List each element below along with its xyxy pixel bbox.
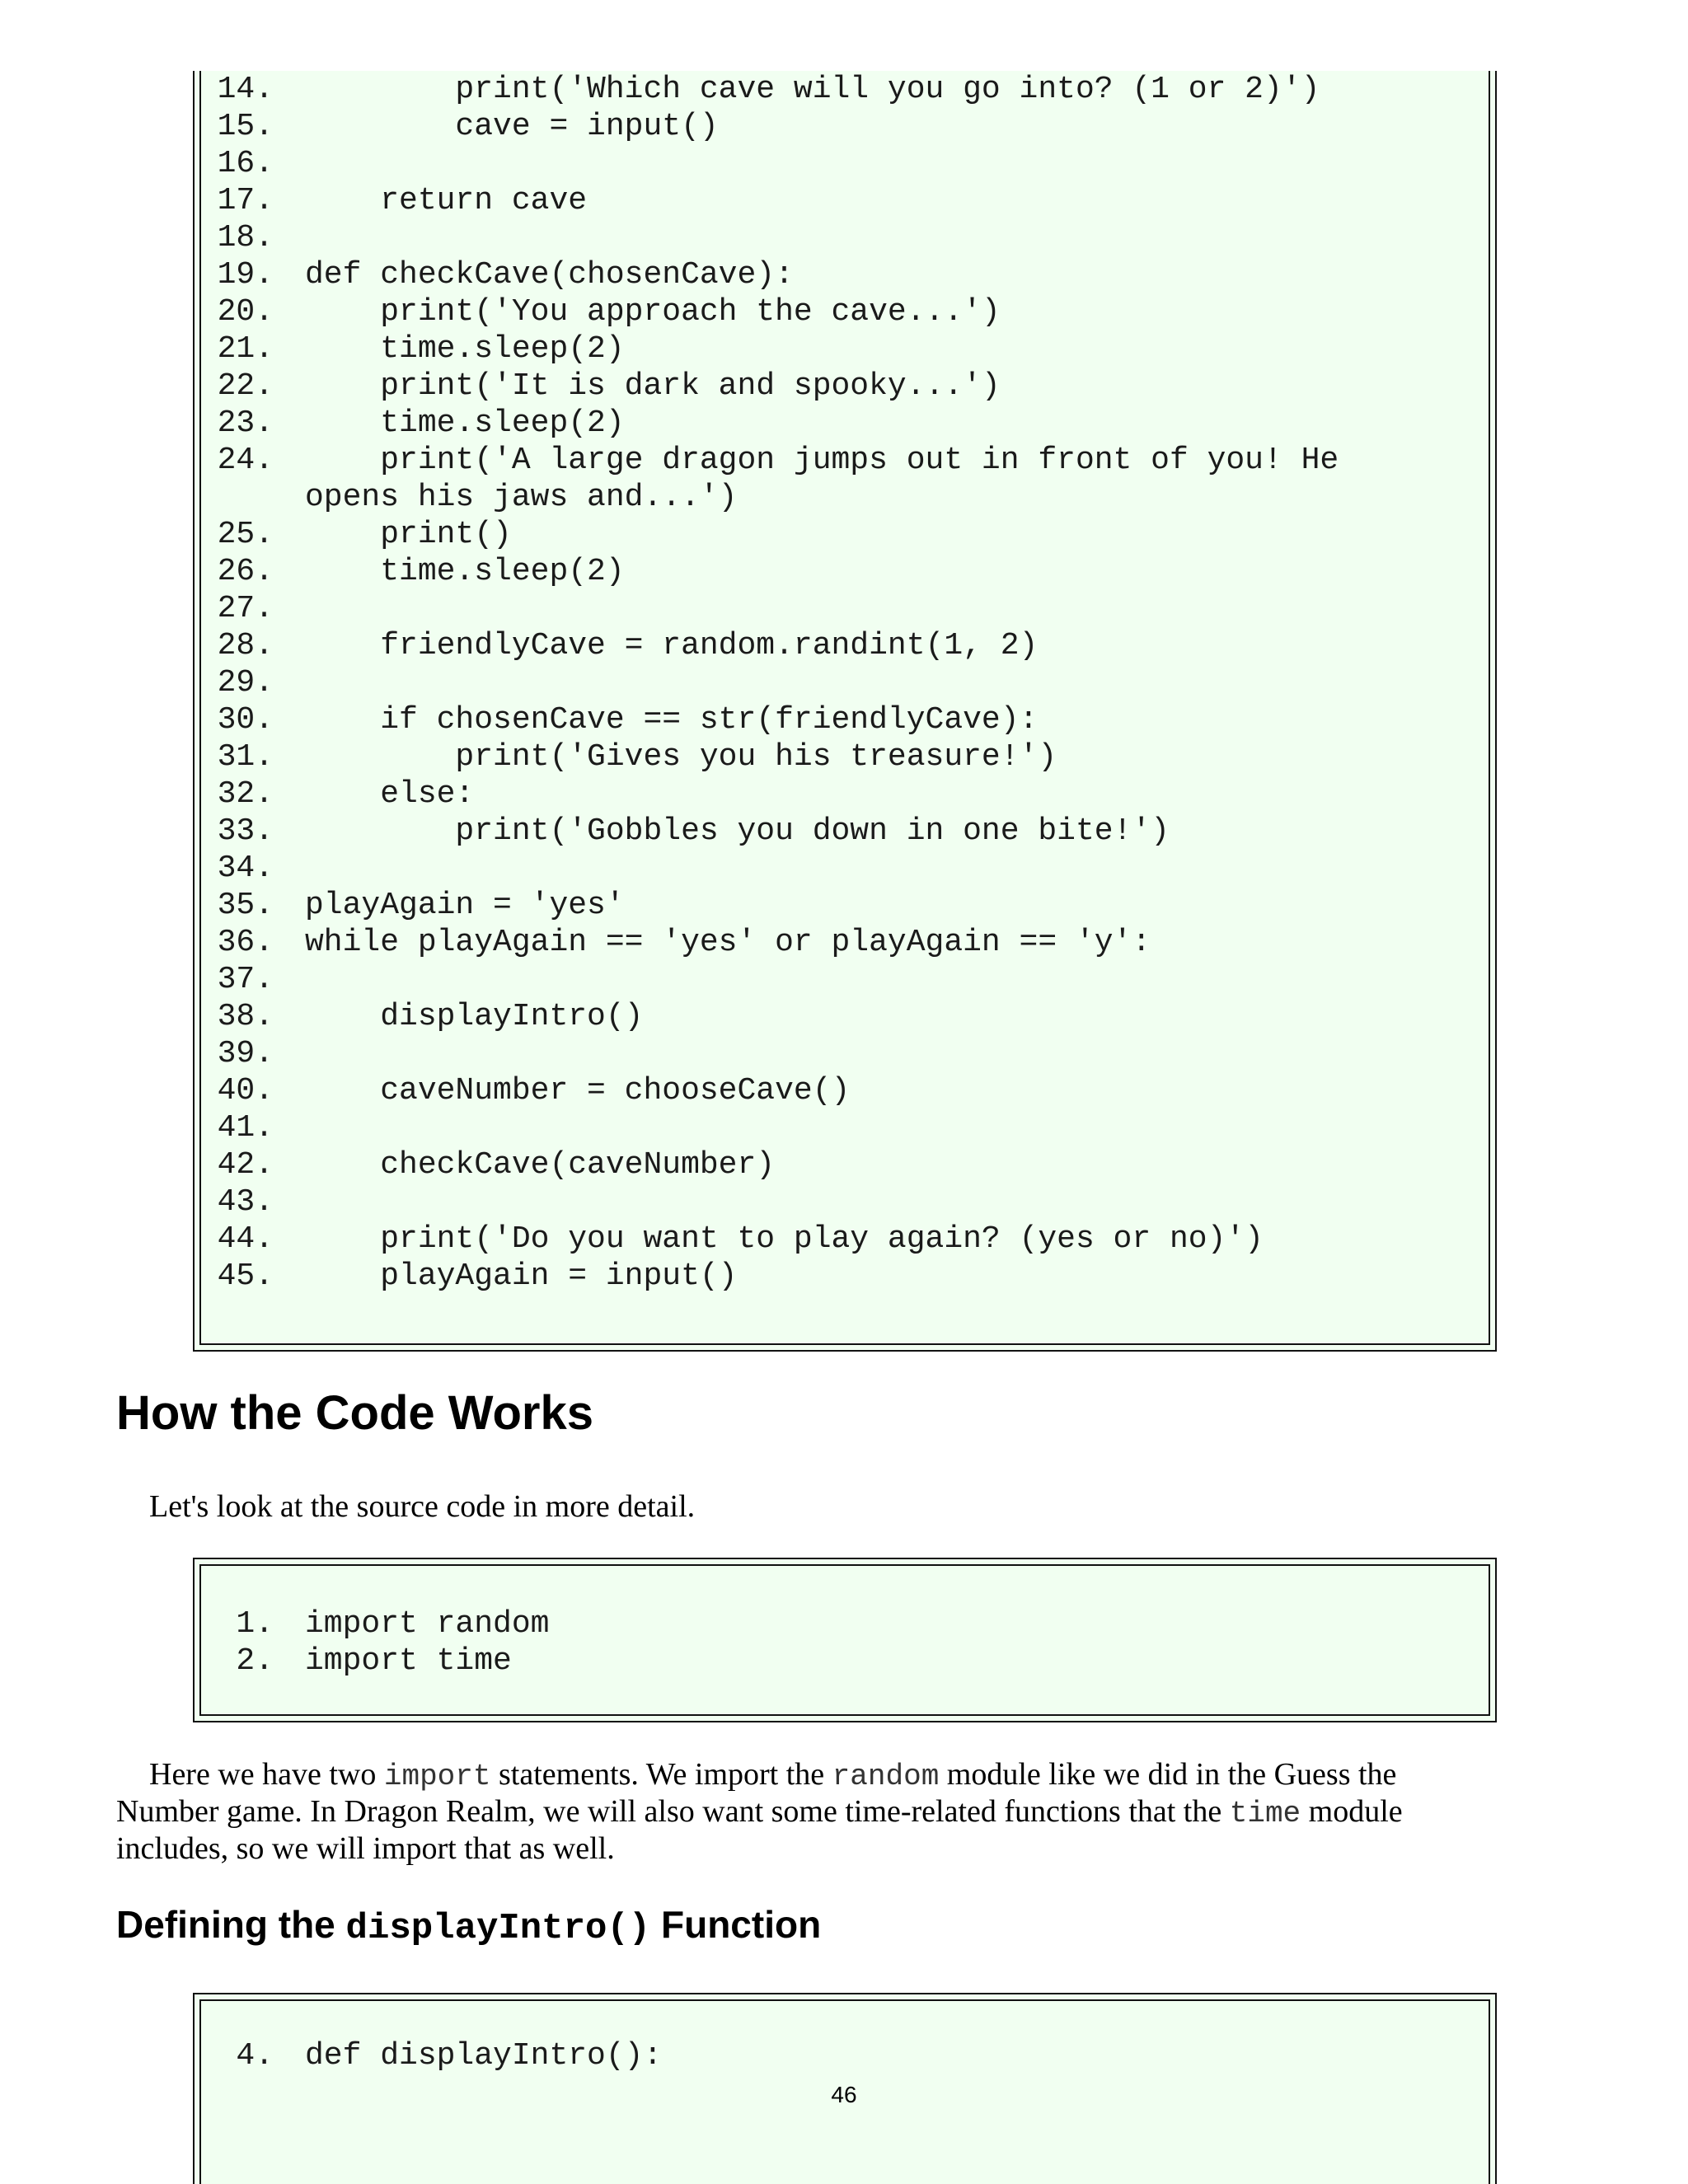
page-number: 46 — [831, 2082, 857, 2107]
subheading-text: Function — [650, 1903, 822, 1946]
line-number: 40. — [217, 1073, 274, 1108]
line-number: 44. — [217, 1221, 274, 1257]
line-number: 41. — [217, 1110, 274, 1146]
line-code: import time — [305, 1643, 512, 1679]
line-number: 27. — [217, 591, 274, 626]
line-code: while playAgain == 'yes' or playAgain == 'y': — [305, 925, 1151, 960]
line-code: playAgain = input() — [305, 1258, 738, 1294]
line-number: 17. — [217, 183, 274, 218]
line-number: 26. — [217, 554, 274, 589]
inline-code: import — [383, 1760, 491, 1793]
line-number: 35. — [217, 888, 274, 923]
line-number: 36. — [217, 925, 274, 960]
line-number: 43. — [217, 1184, 274, 1220]
import-paragraph-line-2 — [116, 1793, 1403, 1832]
line-number: 39. — [217, 1036, 274, 1071]
inline-code: time — [1229, 1797, 1301, 1830]
line-number: 4. — [236, 2038, 274, 2074]
line-number: 32. — [217, 776, 274, 812]
text: Number game. In Dragon Realm, we will also want some time-related functions that the — [116, 1794, 1230, 1829]
line-number: 1. — [236, 1606, 274, 1642]
line-code: print('Do you want to play again? (yes or no)') — [305, 1221, 1264, 1257]
line-code: playAgain = 'yes' — [305, 888, 625, 923]
line-code: time.sleep(2) — [305, 405, 625, 441]
line-number: 21. — [217, 331, 274, 367]
line-code: opens his jaws and...') — [305, 480, 738, 515]
section-heading: How the Code Works — [116, 1386, 593, 1440]
line-number: 19. — [217, 257, 274, 293]
line-number: 16. — [217, 146, 274, 181]
line-code: cave = input() — [305, 109, 719, 144]
line-number: 38. — [217, 999, 274, 1034]
line-code: friendlyCave = random.randint(1, 2) — [305, 628, 1039, 663]
line-code: print('Gobbles you down in one bite!') — [305, 813, 1170, 849]
line-number: 33. — [217, 813, 274, 849]
line-number: 24. — [217, 443, 274, 478]
line-number: 29. — [217, 665, 274, 701]
line-code: print('It is dark and spooky...') — [305, 368, 1001, 404]
line-code: print('Which cave will you go into? (1 or 2)') — [305, 72, 1320, 107]
line-code: time.sleep(2) — [305, 331, 625, 367]
line-number: 34. — [217, 851, 274, 886]
text: module — [1301, 1794, 1403, 1829]
import-paragraph-line-3: includes, so we will import that as well. — [116, 1831, 615, 1866]
line-code: import random — [305, 1606, 550, 1642]
subheading-code: displayIntro() — [345, 1908, 651, 1949]
inline-code: random — [832, 1760, 940, 1793]
subheading-text: Defining the — [116, 1903, 346, 1946]
line-code: def displayIntro(): — [305, 2038, 663, 2074]
line-number: 20. — [217, 294, 274, 330]
code-listing-imports — [193, 1558, 1497, 1722]
line-number: 45. — [217, 1258, 274, 1294]
line-number: 14. — [217, 72, 274, 107]
line-number: 25. — [217, 517, 274, 552]
line-number: 31. — [217, 739, 274, 775]
line-number: 23. — [217, 405, 274, 441]
code-listing-top — [193, 71, 1497, 1352]
line-code: print() — [305, 517, 512, 552]
line-code: print('A large dragon jumps out in front of you! He — [305, 443, 1339, 478]
line-number: 37. — [217, 962, 274, 997]
line-code: def checkCave(chosenCave): — [305, 257, 794, 293]
line-number: 22. — [217, 368, 274, 404]
import-paragraph-line-1 — [149, 1756, 1396, 1795]
line-number: 18. — [217, 220, 274, 255]
line-code: return cave — [305, 183, 588, 218]
text: Here we have two — [149, 1757, 384, 1792]
intro-paragraph: Let's look at the source code in more detail. — [149, 1489, 696, 1524]
text: module like we did in the Guess the — [939, 1757, 1397, 1792]
line-code: if chosenCave == str(friendlyCave): — [305, 702, 1039, 738]
line-code: caveNumber = chooseCave() — [305, 1073, 851, 1108]
line-code: print('Gives you his treasure!') — [305, 739, 1057, 775]
line-number: 30. — [217, 702, 274, 738]
text: statements. We import the — [490, 1757, 832, 1792]
line-number: 42. — [217, 1147, 274, 1183]
line-code: displayIntro() — [305, 999, 644, 1034]
line-code: print('You approach the cave...') — [305, 294, 1001, 330]
line-code: checkCave(caveNumber) — [305, 1147, 776, 1183]
line-number: 15. — [217, 109, 274, 144]
subsection-heading — [116, 1900, 821, 1953]
line-code: time.sleep(2) — [305, 554, 625, 589]
line-number: 28. — [217, 628, 274, 663]
line-number: 2. — [236, 1643, 274, 1679]
line-code: else: — [305, 776, 475, 812]
